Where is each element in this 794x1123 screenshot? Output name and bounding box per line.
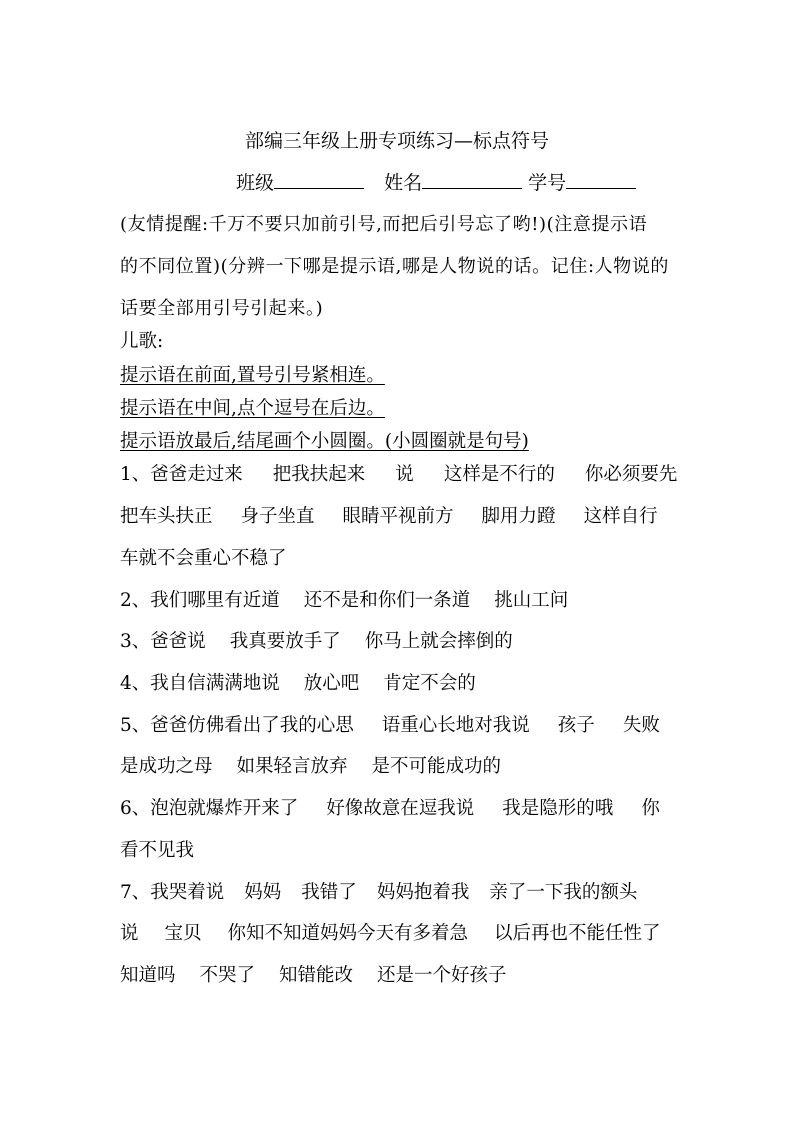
q7-segment: 宝贝 — [164, 923, 202, 944]
q1-segment: 1、爸爸走过来 — [120, 464, 243, 485]
q1-segment: 说 — [395, 464, 414, 485]
q7-segment: 知错能改 — [279, 965, 354, 986]
q1-segment: 把我扶起来 — [272, 464, 366, 485]
q6-segment: 好像故意在逗我说 — [326, 798, 475, 819]
q7-segment: 妈妈 — [244, 882, 282, 903]
student-id-blank[interactable] — [566, 170, 636, 189]
q7-segment: 7、我哭着说 — [120, 882, 225, 903]
q2-segment: 还不是和你们一条道 — [303, 590, 471, 611]
hint-line-3: 话要全部用引号引起来。) — [120, 298, 324, 319]
q6-segment: 看不见我 — [120, 840, 195, 861]
q7-segment: 你知不知道妈妈今天有多着急 — [227, 923, 469, 944]
name-blank[interactable] — [422, 170, 522, 189]
student-id-label: 学号 — [528, 172, 567, 194]
q7-segment: 知道吗 — [120, 965, 176, 986]
q6-segment: 你 — [641, 798, 660, 819]
q4-segment: 肯定不会的 — [383, 673, 476, 694]
q5-segment: 孩子 — [557, 715, 595, 736]
question-2-line-1 — [120, 589, 568, 613]
question-7-line-1 — [120, 881, 637, 905]
q1-segment: 把车头扶正 — [120, 506, 213, 527]
question-5-line-2 — [120, 755, 501, 779]
q5-segment: 5、爸爸仿佛看出了我的心思 — [120, 715, 354, 736]
class-blank[interactable] — [274, 170, 364, 189]
class-label: 班级 — [236, 172, 275, 194]
q7-segment: 以后再也不能任性了 — [494, 923, 661, 944]
question-5-line-1 — [120, 714, 660, 738]
rhyme-label: 儿歌: — [120, 331, 164, 352]
q2-segment: 2、我们哪里有近道 — [120, 590, 280, 611]
question-3-line-1 — [120, 630, 513, 654]
q3-segment: 我真要放手了 — [229, 631, 341, 652]
question-7-line-3 — [120, 964, 507, 988]
q7-segment: 我错了 — [301, 882, 357, 903]
rhyme-line-3: 提示语放最后,结尾画个小圆圈。(小圆圈就是句号) — [120, 431, 529, 452]
rhyme-line-2: 提示语在中间,点个逗号在后边。 — [120, 398, 385, 419]
q5-segment: 是不可能成功的 — [371, 756, 502, 777]
question-6-line-2 — [120, 839, 194, 863]
q1-segment: 这样是不行的 — [443, 464, 555, 485]
q7-segment: 妈妈抱着我 — [376, 882, 470, 903]
question-1-line-3 — [120, 547, 287, 571]
q1-segment: 身子坐直 — [240, 506, 315, 527]
q5-segment: 是成功之母 — [120, 756, 213, 777]
q2-segment: 挑山工问 — [494, 590, 569, 611]
q3-segment: 你马上就会摔倒的 — [364, 631, 513, 652]
q6-segment: 我是隐形的哦 — [502, 798, 614, 819]
question-1-line-2 — [120, 505, 658, 529]
hint-line-2: 的不同位置)(分辨一下哪是提示语,哪是人物说的话。记住:人物说的 — [120, 256, 670, 277]
q7-segment: 亲了一下我的额头 — [489, 882, 638, 903]
q4-segment: 4、我自信满满地说 — [120, 673, 280, 694]
q1-segment: 你必须要先 — [584, 464, 678, 485]
q5-segment: 如果轻言放弃 — [236, 756, 348, 777]
q1-segment: 脚用力蹬 — [481, 506, 556, 527]
question-6-line-1 — [120, 797, 660, 821]
q4-segment: 放心吧 — [303, 673, 360, 694]
q1-segment: 这样自行 — [583, 506, 658, 527]
q1-segment: 眼睛平视前方 — [342, 506, 454, 527]
question-7-line-2 — [120, 922, 661, 946]
q7-segment: 说 — [120, 923, 139, 944]
q7-segment: 还是一个好孩子 — [377, 965, 507, 986]
q3-segment: 3、爸爸说 — [120, 631, 206, 652]
q1-segment: 车就不会重心不稳了 — [120, 548, 287, 569]
name-label: 姓名 — [384, 172, 423, 194]
hint-line-1: (友情提醒:千万不要只加前引号,而把后引号忘了哟!)(注意提示语 — [120, 214, 648, 235]
q5-segment: 语重心长地对我说 — [381, 715, 530, 736]
q6-segment: 6、泡泡就爆炸开来了 — [120, 798, 299, 819]
question-1-line-1 — [120, 463, 677, 487]
rhyme-line-1: 提示语在前面,置号引号紧相连。 — [120, 365, 385, 386]
q5-segment: 失败 — [622, 715, 660, 736]
student-info-row — [236, 170, 636, 196]
question-4-line-1 — [120, 672, 476, 696]
page-title: 部编三年级上册专项练习—标点符号 — [244, 130, 549, 152]
q7-segment: 不哭了 — [199, 965, 256, 986]
